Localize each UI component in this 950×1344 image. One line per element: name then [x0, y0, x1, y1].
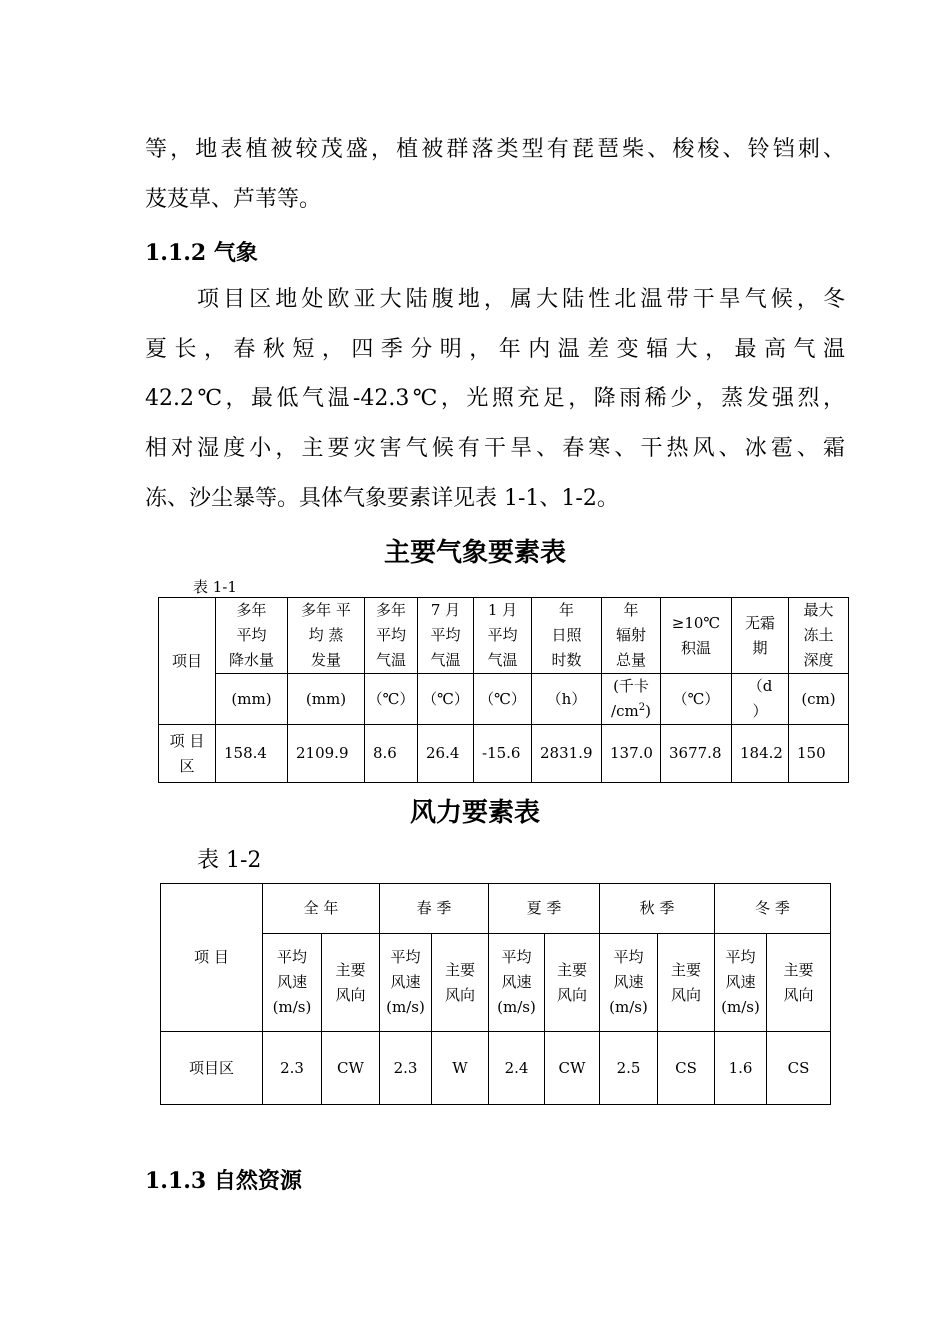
season-header: 冬 季	[715, 884, 831, 934]
speed-header: 平均 风速 (m/s)	[263, 934, 322, 1032]
section-heading-113: 1.1.3 自然资源	[145, 1168, 302, 1194]
speed-header: 平均 风速 (m/s)	[715, 934, 767, 1032]
col-header: ≥10℃ 积温	[661, 598, 732, 674]
value-cell: 184.2	[732, 725, 789, 783]
unit-cell: （d ）	[732, 674, 789, 725]
unit-cell: (cm)	[789, 674, 849, 725]
speed-header: 平均 风速 (m/s)	[380, 934, 432, 1032]
col-header: 多年 平均 气温	[365, 598, 418, 674]
col-header: 1 月 平均 气温	[474, 598, 532, 674]
unit-cell: (mm)	[216, 674, 288, 725]
value-cell: W	[432, 1032, 489, 1105]
unit-cell: （h）	[532, 674, 602, 725]
unit-cell: （℃）	[365, 674, 418, 725]
value-cell: 158.4	[216, 725, 288, 783]
unit-cell: (mm)	[288, 674, 365, 725]
row-label: 项目区	[161, 1032, 263, 1105]
value-cell: 26.4	[418, 725, 474, 783]
unit-cell: （℃）	[474, 674, 532, 725]
season-header: 全 年	[263, 884, 380, 934]
section-heading-112: 1.1.2 气象	[145, 240, 258, 266]
season-header: 秋 季	[600, 884, 715, 934]
table2-title: 风力要素表	[409, 798, 540, 828]
value-cell: CS	[658, 1032, 715, 1105]
para2-line2: 夏长，春秋短，四季分明，年内温差变辐大，最高气温	[145, 337, 845, 362]
value-cell: 8.6	[365, 725, 418, 783]
col-header: 多年 平 均 蒸 发量	[288, 598, 365, 674]
table2-caption: 表 1-2	[197, 848, 262, 873]
unit-cell-radiation: (千卡 $/cm^2$)	[602, 674, 661, 725]
value-cell: 2.5	[600, 1032, 658, 1105]
para1-line2: 芨芨草、芦苇等。	[145, 187, 322, 212]
value-cell: 2831.9	[532, 725, 602, 783]
speed-header: 平均 风速 (m/s)	[600, 934, 658, 1032]
unit-cell: （℃）	[661, 674, 732, 725]
value-cell: CW	[322, 1032, 380, 1105]
value-cell: 2.3	[263, 1032, 322, 1105]
weather-table	[158, 597, 849, 783]
value-cell: CS	[767, 1032, 831, 1105]
para2-line1: 项目区地处欧亚大陆腹地，属大陆性北温带干旱气候，冬	[197, 287, 845, 312]
table1-caption: 表 1-1	[193, 578, 237, 596]
value-cell: 137.0	[602, 725, 661, 783]
col-header: 年 辐射 总量	[602, 598, 661, 674]
table1-title: 主要气象要素表	[383, 538, 566, 568]
value-cell: 2.4	[489, 1032, 545, 1105]
dir-header: 主要 风向	[545, 934, 600, 1032]
value-cell: 3677.8	[661, 725, 732, 783]
value-cell: 2109.9	[288, 725, 365, 783]
item-header: 项目	[159, 598, 216, 725]
unit-cell: （℃）	[418, 674, 474, 725]
wind-table	[160, 883, 831, 1105]
dir-header: 主要 风向	[658, 934, 715, 1032]
item-header: 项 目	[161, 884, 263, 1032]
dir-header: 主要 风向	[432, 934, 489, 1032]
season-header: 夏 季	[489, 884, 600, 934]
para1-line1: 等，地表植被较茂盛，植被群落类型有琵琶柴、梭梭、铃铛刺、	[145, 137, 845, 162]
value-cell: CW	[545, 1032, 600, 1105]
col-header: 无霜 期	[732, 598, 789, 674]
col-header: 7 月 平均 气温	[418, 598, 474, 674]
row-label: 项 目 区	[159, 725, 216, 783]
para2-line3: 42.2℃，最低气温-42.3℃，光照充足，降雨稀少，蒸发强烈，	[145, 386, 845, 411]
para2-line5: 冻、沙尘暴等。具体气象要素详见表 1-1、1-2。	[145, 486, 619, 511]
season-header: 春 季	[380, 884, 489, 934]
value-cell: 1.6	[715, 1032, 767, 1105]
col-header: 年 日照 时数	[532, 598, 602, 674]
value-cell: -15.6	[474, 725, 532, 783]
para2-line4: 相对湿度小，主要灾害气候有干旱、春寒、干热风、冰雹、霜	[145, 436, 845, 461]
col-header: 最大 冻土 深度	[789, 598, 849, 674]
value-cell: 150	[789, 725, 849, 783]
value-cell: 2.3	[380, 1032, 432, 1105]
col-header: 多年 平均 降水量	[216, 598, 288, 674]
dir-header: 主要 风向	[322, 934, 380, 1032]
dir-header: 主要 风向	[767, 934, 831, 1032]
speed-header: 平均 风速 (m/s)	[489, 934, 545, 1032]
